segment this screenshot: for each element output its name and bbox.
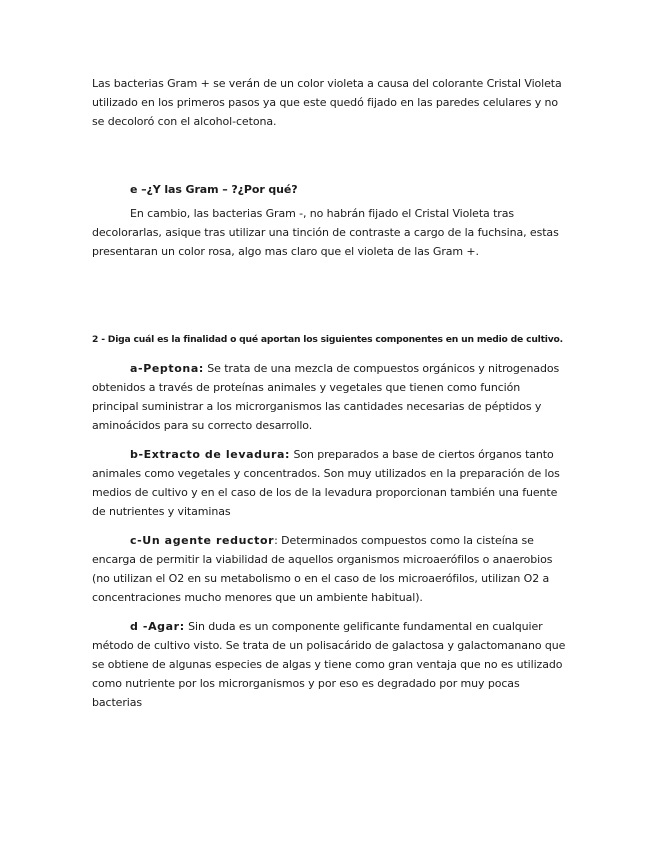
component-extracto-levadura [92,445,570,521]
term-agar: d -Agar: [130,620,185,633]
text-peptona: Se trata de una mezcla de compuestos orgánicos y nitrogenados obtenidos a través de proteínas animales y vegetales que tienen como función principal suministrar a los microrganismos las cantidades necesarias de péptidos y aminoácidos para su correcto desarrollo. [92,362,560,432]
question-2-heading: 2 - Diga cuál es la finalidad o qué aportan los siguientes componentes en un medio de cultivo. [92,334,563,345]
term-agente-reductor: c-Un agente reductor [130,534,275,547]
component-agar [92,617,570,712]
paragraph-gram-negative: En cambio, las bacterias Gram -, no habrán fijado el Cristal Violeta tras decolorarlas, asique tras utilizar una tinción de contraste a cargo de la fuchsina, estas presentaran un color rosa, algo mas claro que el violeta de las Gram +. [92,207,559,258]
term-peptona: a-Peptona: [130,362,204,375]
term-extracto-levadura: b-Extracto de levadura: [130,448,291,461]
text-extracto-levadura: Son preparados a base de ciertos órganos tanto animales como vegetales y concentrados. Son muy utilizados en la preparación de los medios de cultivo y en el caso de los de la levadura proporcionan también una fuente de nutrientes y vitaminas [92,448,560,518]
text-agente-reductor: : Determinados compuestos como la cisteína se encarga de permitir la viabilidad de aquellos organismos microaerófilos o anaerobios (no utilizan el O2 en su metabolismo o en el caso de los microaerófilos, utilizan O2 a concentraciones mucho menores que un ambiente habitual). [92,534,553,604]
component-agente-reductor [92,531,570,607]
paragraph-gram-positive: Las bacterias Gram + se verán de un color violeta a causa del colorante Cristal Violeta utilizado en los primeros pasos ya que este quedó fijado en las paredes celulares y no se decoloró con el alcohol-cetona. [92,77,562,128]
heading-question-e: e –¿Y las Gram – ?¿Por qué? [130,183,298,196]
component-peptona [92,359,570,435]
text-agar: Sin duda es un componente gelificante fundamental en cualquier método de cultivo visto. Se trata de un polisacárido de galactosa y galactomanano que se obtiene de algunas especies de algas y tiene como gran ventaja que no es utilizado como nutriente por los microrganismos y por eso es degradado por muy pocas bacterias [92,620,566,709]
